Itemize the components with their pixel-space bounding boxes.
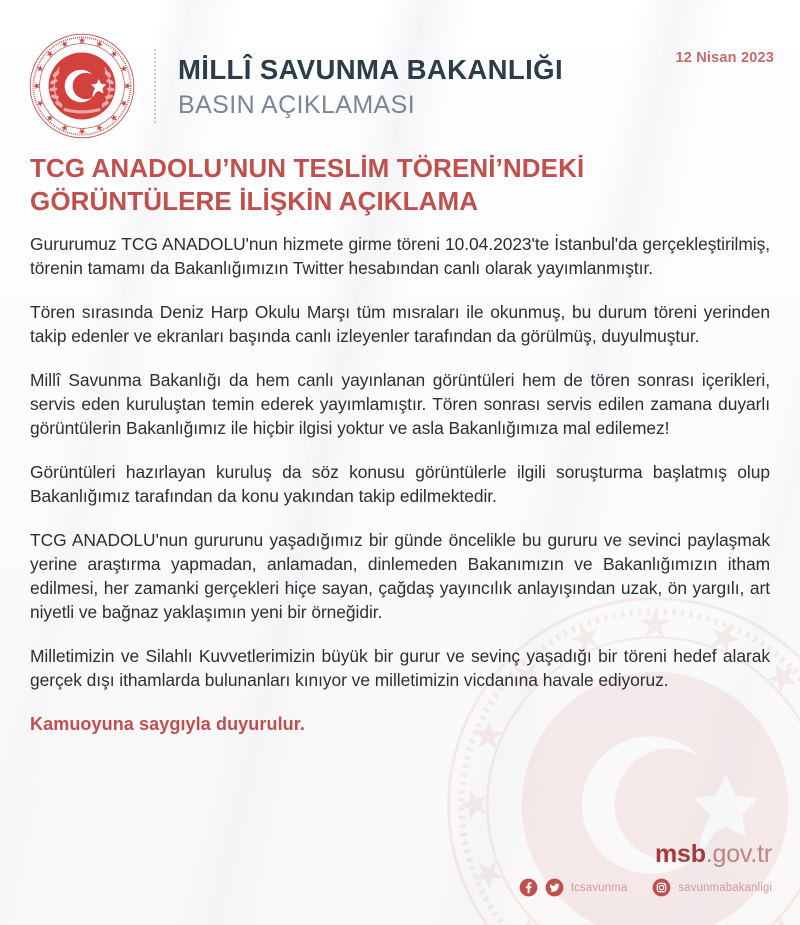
page-title-line-2: GÖRÜNTÜLERE İLİŞKİN AÇIKLAMA — [30, 186, 479, 217]
twitter-handle: tcsavunma — [570, 881, 628, 894]
instagram-icon[interactable] — [652, 878, 671, 897]
document-date: 12 Nisan 2023 — [675, 50, 774, 66]
turkish-mod-emblem-icon — [28, 32, 136, 140]
page-title-line-1: TCG ANADOLU’NUN TESLİM TÖRENİ’NDEKİ — [30, 153, 585, 183]
instagram-handle: savunmabakanligi — [678, 881, 772, 894]
statement-paragraph: Millî Savunma Bakanlığı da hem canlı yayınlanan görüntüleri hem de tören sonrası içerikleri, servis eden kuruluştan temin ederek yayımlamıştır. Tören sonrası servis edilen zamana duyarlı görüntülerin Bakanlığımız ile hiçbir ilgisi yoktur ve asla Bakanlığımıza mal edilemez! — [30, 370, 770, 439]
document-footer — [519, 842, 772, 897]
facebook-icon[interactable] — [519, 878, 538, 897]
document-kind: BASIN AÇIKLAMASI — [178, 90, 416, 119]
twitter-icon[interactable] — [545, 878, 564, 897]
social-links — [519, 878, 772, 897]
statement-paragraph: Görüntüleri hazırlayan kuruluş da söz konusu görüntülerle ilgili soruşturma başlatmış olup Bakanlığımız tarafından da konu yakından takip edilmektedir. — [30, 462, 770, 507]
page-title — [30, 152, 650, 219]
organization-name: MİLLÎ SAVUNMA BAKANLIĞI — [178, 53, 564, 85]
website-url[interactable] — [519, 842, 772, 867]
statement-paragraph: Tören sırasında Deniz Harp Okulu Marşı tüm mısraları ile okunmuş, bu durum töreni yerinden takip edenler ve ekranları başında canlı izleyenler tarafından da görülmüş, duyulmuştur. — [30, 302, 770, 347]
website-tld: .gov.tr — [705, 840, 772, 868]
header-titles — [178, 51, 675, 121]
statement-body — [30, 232, 770, 735]
statement-paragraph: TCG ANADOLU'nun gururunu yaşadığımız bir günde öncelikle bu gururu ve sevinci paylaşmak yerine araştırma yapmadan, anlamadan, dinlemeden Bakanımızın ve Bakanlığımızın itham edilmesi, her zamanki gerçekleri hiçe sayan, çağdaş yayıncılık anlayışından uzak, ön yargılı, art niyetli ve bağnaz yaklaşımın yeni bir örneğidir. — [30, 530, 770, 623]
header-divider — [154, 49, 156, 123]
closing-statement: Kamuoyuna saygıyla duyurulur. — [30, 714, 305, 735]
statement-paragraph: Gururumuz TCG ANADOLU'nun hizmete girme töreni 10.04.2023'te İstanbul'da gerçekleştirilmiş, törenin tamamı da Bakanlığımızın Twitter hesabından canlı olarak yayımlanmıştır. — [30, 234, 770, 279]
document-header — [28, 30, 774, 142]
statement-paragraph: Milletimizin ve Silahlı Kuvvetlerimizin büyük bir gurur ve sevinç yaşadığı bir töreni hedef alarak gerçek dışı ithamlarda bulunanları kınıyor ve milletimizin vicdanına havale ediyoruz. — [30, 646, 770, 691]
website-name: msb — [654, 840, 706, 868]
